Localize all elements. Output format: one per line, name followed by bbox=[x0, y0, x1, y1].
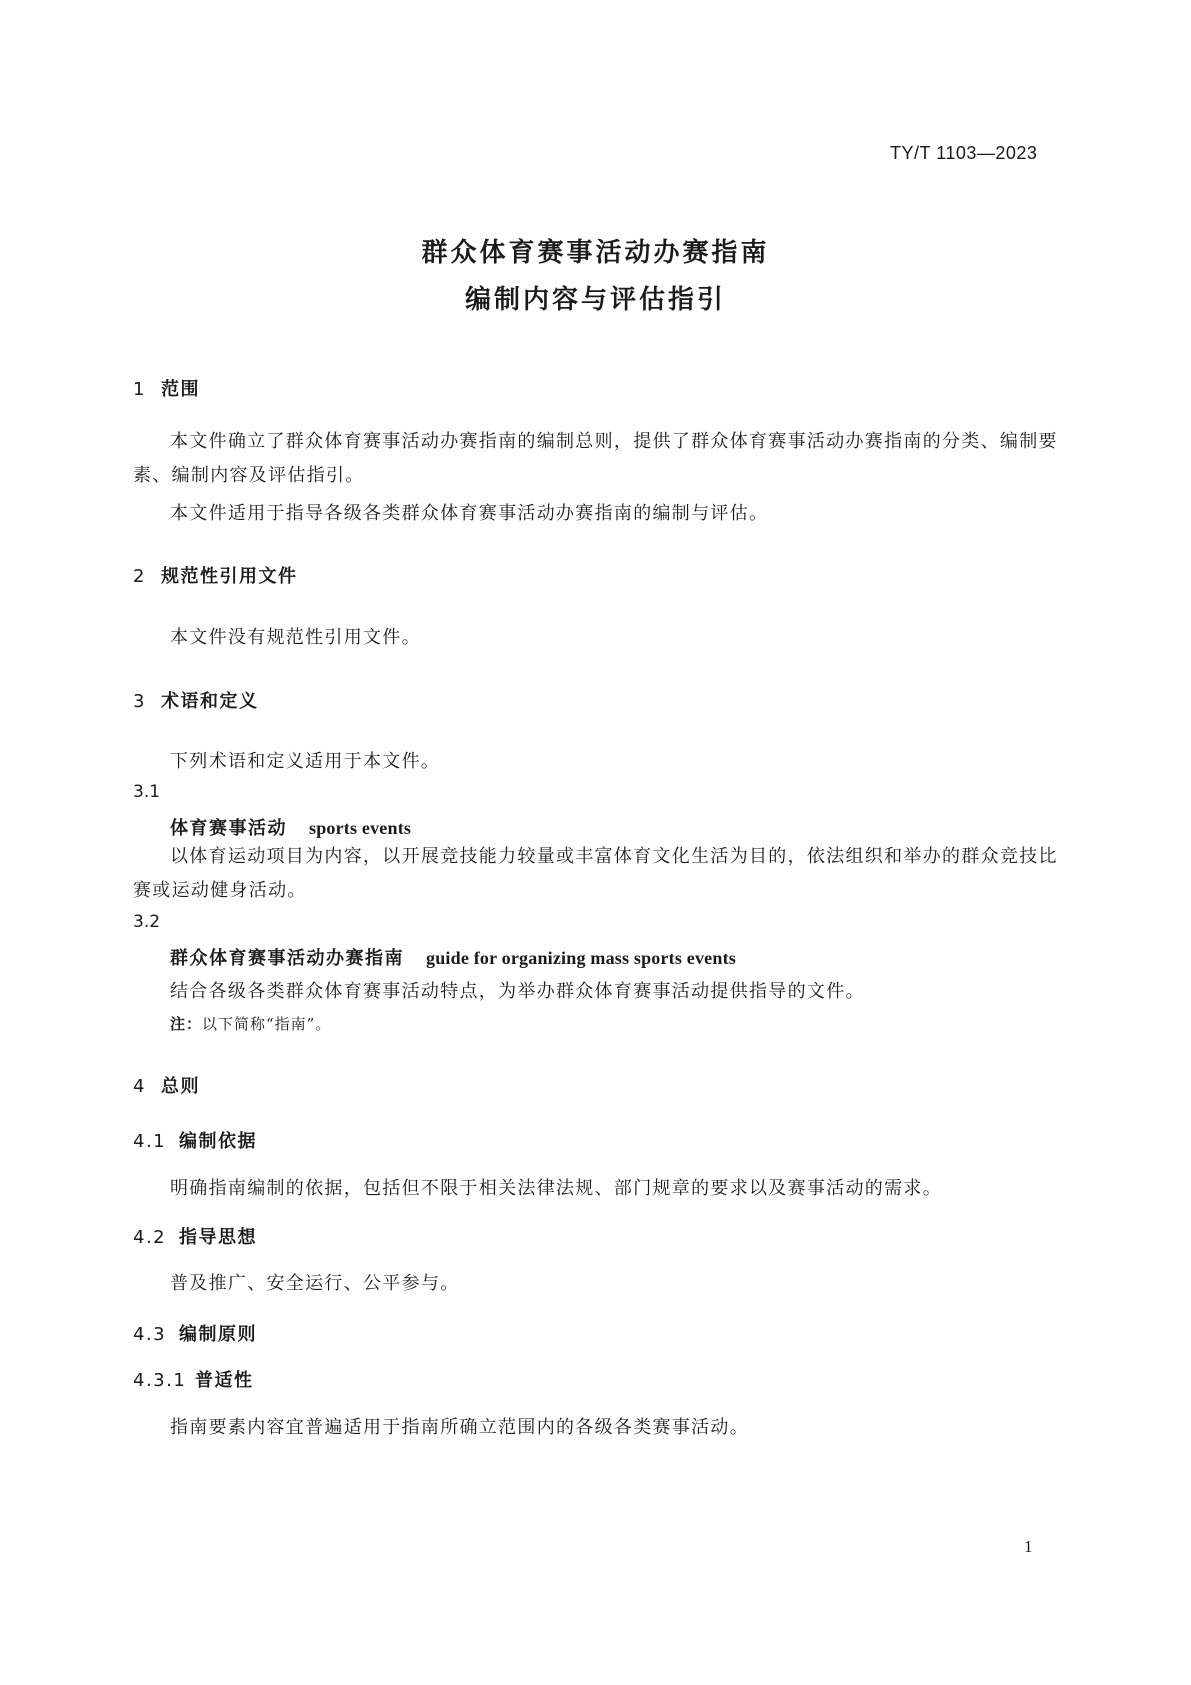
section-1-title: 范围 bbox=[161, 379, 200, 400]
term-3-2 bbox=[170, 944, 736, 970]
note-label: 注： bbox=[170, 1015, 203, 1033]
section-4-number: 4 bbox=[133, 1076, 146, 1097]
section-4-3-title: 编制原则 bbox=[179, 1324, 257, 1345]
term-3-1-chinese: 体育赛事活动 bbox=[170, 818, 287, 839]
section-4-1-title: 编制依据 bbox=[179, 1131, 257, 1152]
section-4-1-heading bbox=[133, 1127, 257, 1153]
page-number: 1 bbox=[1024, 1537, 1033, 1556]
section-4-title: 总则 bbox=[161, 1076, 200, 1097]
section-3-heading bbox=[133, 687, 259, 713]
section-3-paragraph-1: 下列术语和定义适用于本文件。 bbox=[170, 751, 441, 772]
document-title-line2: 编制内容与评估指引 bbox=[464, 285, 726, 315]
section-4-heading bbox=[133, 1072, 200, 1098]
section-2-number: 2 bbox=[133, 566, 146, 587]
section-4-2-heading bbox=[133, 1223, 257, 1249]
term-3-2-number: 3.2 bbox=[133, 912, 161, 932]
section-1-number: 1 bbox=[133, 379, 146, 400]
section-4-3-1-number: 4.3.1 bbox=[133, 1370, 187, 1391]
document-title-line1: 群众体育赛事活动办赛指南 bbox=[421, 238, 770, 268]
term-3-2-chinese: 群众体育赛事活动办赛指南 bbox=[170, 948, 404, 969]
section-2-title: 规范性引用文件 bbox=[161, 566, 298, 587]
section-4-3-1-title: 普适性 bbox=[195, 1370, 254, 1391]
section-4-1-number: 4.1 bbox=[133, 1131, 167, 1152]
term-3-2-english: guide for organizing mass sports events bbox=[426, 948, 736, 968]
section-2-heading bbox=[133, 562, 298, 588]
standard-code: TY/T 1103—2023 bbox=[890, 143, 1038, 163]
note-text: 以下简称“指南”。 bbox=[202, 1015, 332, 1033]
section-4-3-1-heading bbox=[133, 1366, 254, 1392]
term-3-2-definition: 结合各级各类群众体育赛事活动特点，为举办群众体育赛事活动提供指导的文件。 bbox=[170, 981, 865, 1002]
section-1-paragraph-1: 本文件确立了群众体育赛事活动办赛指南的编制总则，提供了群众体育赛事活动办赛指南的分类、编制要素、编制内容及评估指引。 bbox=[133, 431, 1058, 486]
term-3-1-number: 3.1 bbox=[133, 782, 161, 802]
term-3-1-definition: 以体育运动项目为内容，以开展竞技能力较量或丰富体育文化生活为目的，依法组织和举办的群众竞技比赛或运动健身活动。 bbox=[133, 846, 1058, 901]
section-4-3-1-paragraph: 指南要素内容宜普遍适用于指南所确立范围内的各级各类赛事活动。 bbox=[170, 1417, 749, 1438]
section-1-paragraph-2: 本文件适用于指导各级各类群众体育赛事活动办赛指南的编制与评估。 bbox=[170, 503, 769, 524]
section-4-3-number: 4.3 bbox=[133, 1324, 167, 1345]
section-3-number: 3 bbox=[133, 691, 146, 712]
section-1-heading bbox=[133, 375, 200, 401]
section-3-title: 术语和定义 bbox=[161, 691, 259, 712]
section-4-3-heading bbox=[133, 1320, 257, 1346]
term-3-1-english: sports events bbox=[309, 818, 412, 838]
section-4-2-number: 4.2 bbox=[133, 1227, 167, 1248]
term-3-1 bbox=[170, 814, 411, 840]
section-4-2-paragraph: 普及推广、安全运行、公平参与。 bbox=[170, 1273, 460, 1294]
section-4-1-paragraph: 明确指南编制的依据，包括但不限于相关法律法规、部门规章的要求以及赛事活动的需求。 bbox=[170, 1178, 942, 1199]
term-3-2-note bbox=[170, 1013, 331, 1034]
section-4-2-title: 指导思想 bbox=[179, 1227, 257, 1248]
section-2-paragraph-1: 本文件没有规范性引用文件。 bbox=[170, 627, 421, 648]
